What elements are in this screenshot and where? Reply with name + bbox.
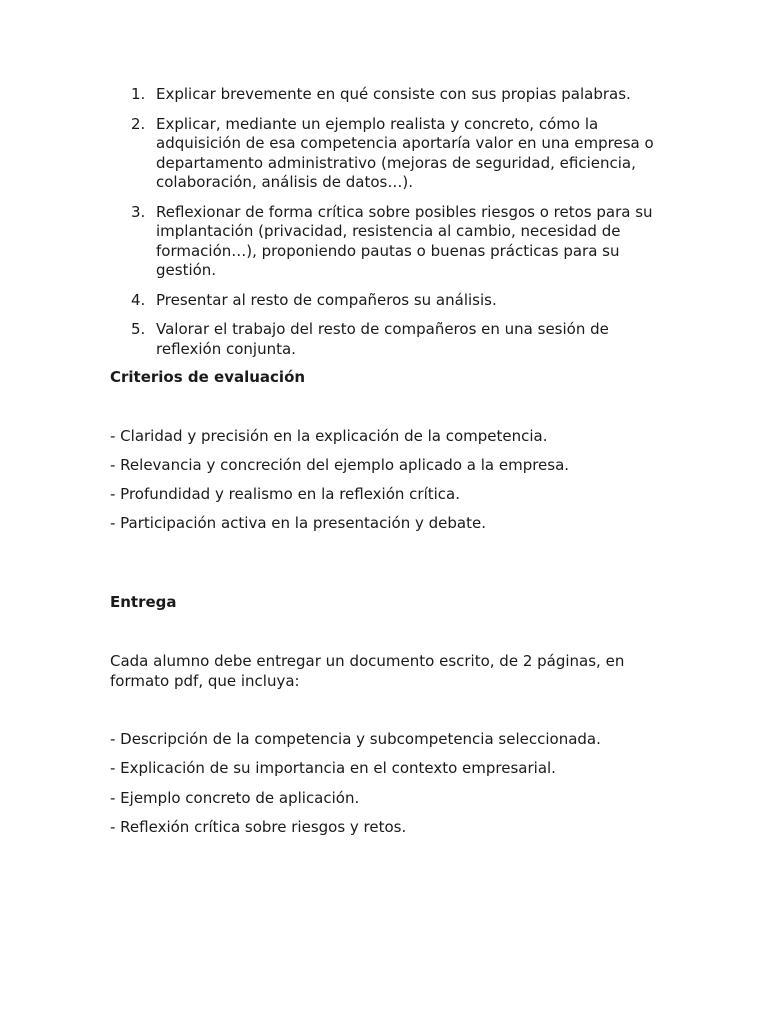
criteria-item: - Claridad y precisión en la explicación de la competencia.	[110, 427, 548, 445]
delivery-intro: Cada alumno debe entregar un documento escrito, de 2 páginas, en formato pdf, que incluya:	[110, 652, 625, 690]
delivery-item: - Descripción de la competencia y subcompetencia seleccionada.	[110, 730, 601, 748]
list-item-number: 3.	[131, 202, 146, 221]
delivery-item: - Explicación de su importancia en el contexto empresarial.	[110, 759, 556, 777]
list-item	[131, 290, 666, 311]
list-item-text: Presentar al resto de compañeros su análisis.	[156, 290, 497, 309]
list-item	[131, 320, 666, 359]
delivery-heading: Entrega	[110, 593, 177, 611]
delivery-item: - Ejemplo concreto de aplicación.	[110, 789, 360, 807]
list-item-text: Explicar brevemente en qué consiste con sus propias palabras.	[156, 85, 631, 103]
list-item	[131, 114, 666, 193]
list-item-number: 1.	[131, 85, 146, 103]
list-item-number: 5.	[131, 320, 146, 338]
criteria-item: - Relevancia y concreción del ejemplo aplicado a la empresa.	[110, 456, 570, 474]
criteria-item: - Participación activa en la presentación y debate.	[110, 514, 486, 532]
list-item-text: Reflexionar de forma crítica sobre posibles riesgos o retos para su implantación (privacidad, resistencia al cambio, necesidad de formación…), proponiendo pautas o buenas prácticas para su gestión.	[156, 202, 653, 279]
list-item-text: Valorar el trabajo del resto de compañeros en una sesión de reflexión conjunta.	[156, 320, 609, 358]
list-item-number: 2.	[131, 114, 146, 133]
list-item-text: Explicar, mediante un ejemplo realista y concreto, cómo la adquisición de esa competencia aportaría valor en una empresa o departamento administrativo (mejoras de seguridad, eficiencia, colaboración, análisis de datos…).	[156, 114, 654, 191]
delivery-item: - Reflexión crítica sobre riesgos y retos.	[110, 818, 407, 836]
steps-list	[131, 85, 666, 369]
list-item	[131, 85, 666, 105]
list-item-number: 4.	[131, 290, 146, 309]
list-item	[131, 202, 666, 281]
criteria-item: - Profundidad y realismo en la reflexión crítica.	[110, 485, 461, 503]
criteria-heading: Criterios de evaluación	[110, 368, 306, 386]
